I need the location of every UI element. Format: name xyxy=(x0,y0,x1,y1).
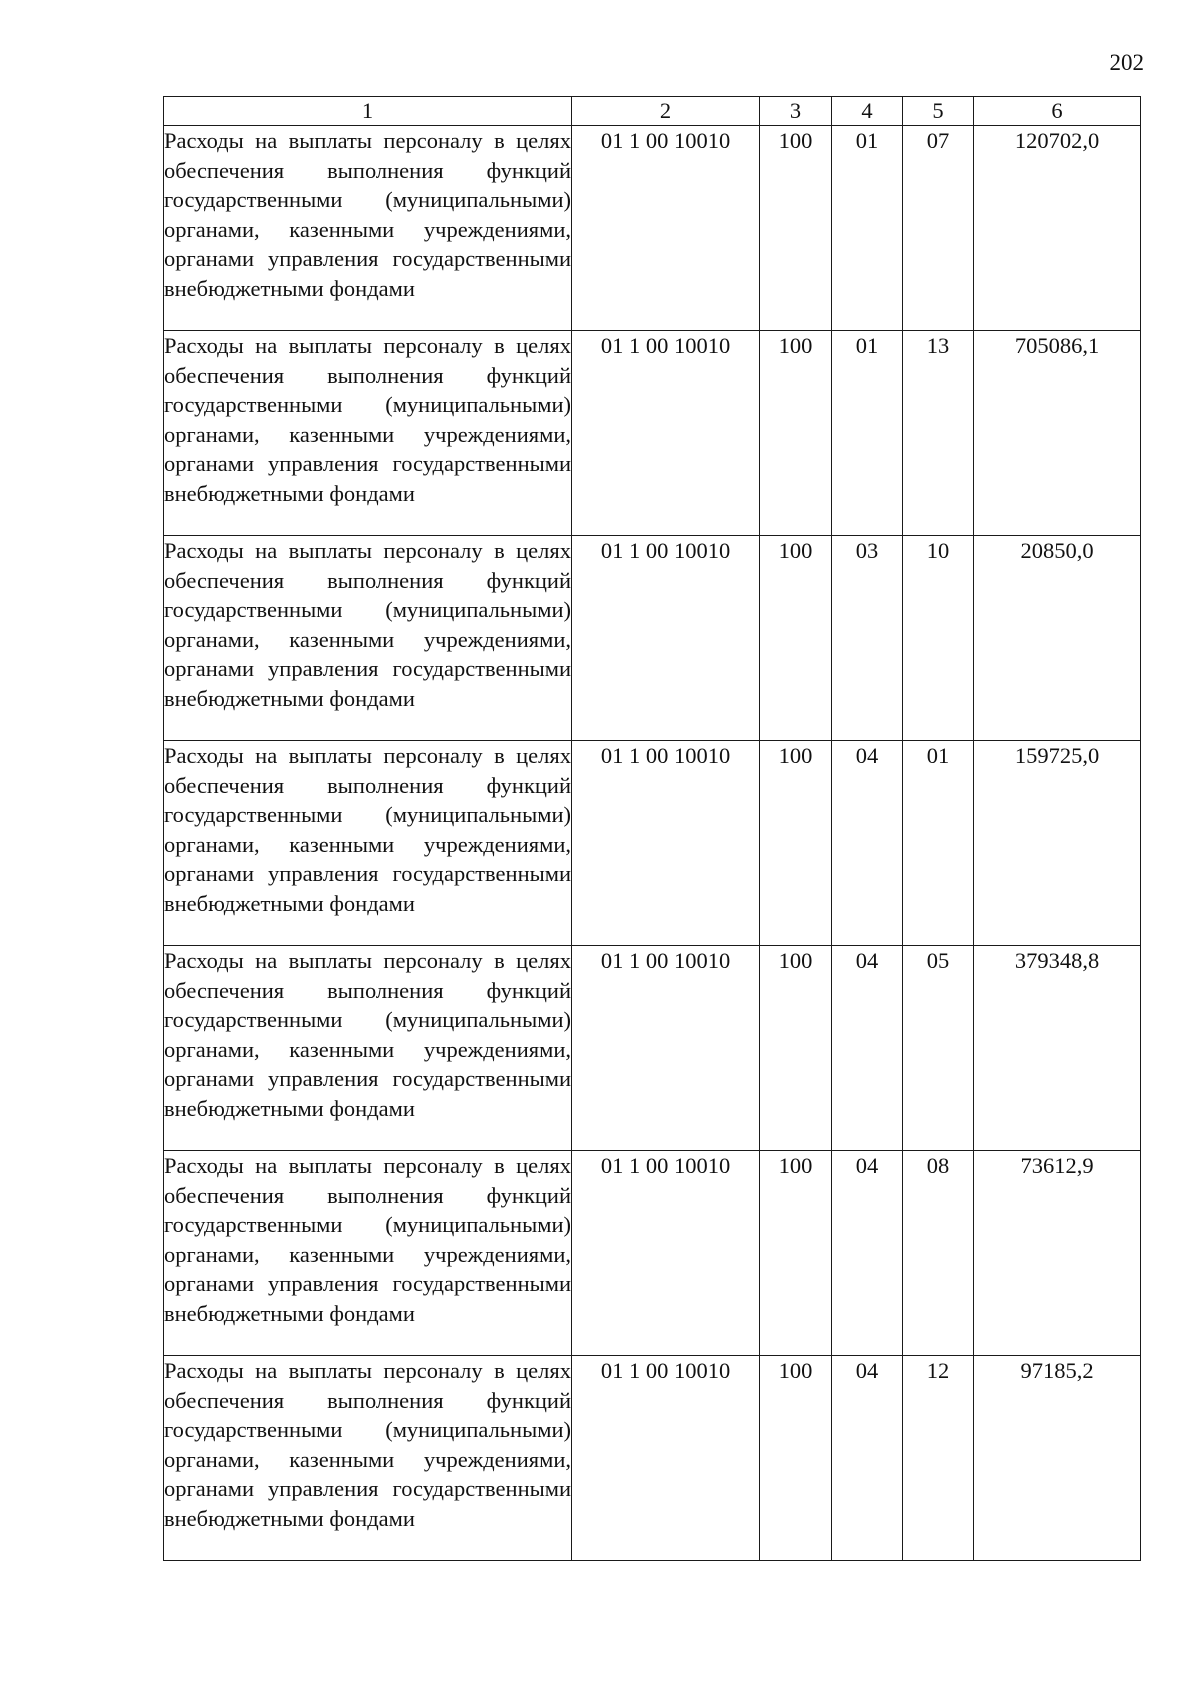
expense-description: Расходы на выплаты персоналу в целях обеспечения выполнения функций государственными (муниципальными) органами, казенными учреждениями, органами управления государственными внебюджетными фондами xyxy=(164,1356,572,1561)
target-article-code: 01 1 00 10010 xyxy=(572,536,760,741)
page-number: 202 xyxy=(1109,50,1144,75)
amount: 20850,0 xyxy=(974,536,1141,741)
expense-type-code: 100 xyxy=(760,536,832,741)
table-row xyxy=(164,1356,1141,1561)
amount: 705086,1 xyxy=(974,331,1141,536)
amount: 97185,2 xyxy=(974,1356,1141,1561)
subsection-code: 01 xyxy=(903,741,974,946)
table-header xyxy=(164,97,1141,126)
budget-table xyxy=(163,96,1141,1561)
section-code: 04 xyxy=(832,1356,903,1561)
table-row xyxy=(164,126,1141,331)
subsection-code: 13 xyxy=(903,331,974,536)
subsection-code: 07 xyxy=(903,126,974,331)
subsection-code: 12 xyxy=(903,1356,974,1561)
target-article-code: 01 1 00 10010 xyxy=(572,1151,760,1356)
target-article-code: 01 1 00 10010 xyxy=(572,741,760,946)
amount: 379348,8 xyxy=(974,946,1141,1151)
table-row xyxy=(164,536,1141,741)
amount: 73612,9 xyxy=(974,1151,1141,1356)
target-article-code: 01 1 00 10010 xyxy=(572,1356,760,1561)
amount: 159725,0 xyxy=(974,741,1141,946)
header-cell-6: 6 xyxy=(974,97,1141,126)
subsection-code: 08 xyxy=(903,1151,974,1356)
subsection-code: 05 xyxy=(903,946,974,1151)
header-cell-5: 5 xyxy=(903,97,974,126)
table-row xyxy=(164,741,1141,946)
header-cell-2: 2 xyxy=(572,97,760,126)
header-cell-1: 1 xyxy=(164,97,572,126)
table-row xyxy=(164,946,1141,1151)
expense-description: Расходы на выплаты персоналу в целях обеспечения выполнения функций государственными (муниципальными) органами, казенными учреждениями, органами управления государственными внебюджетными фондами xyxy=(164,741,572,946)
expense-type-code: 100 xyxy=(760,946,832,1151)
expense-type-code: 100 xyxy=(760,331,832,536)
table-body xyxy=(164,126,1141,1561)
header-cell-3: 3 xyxy=(760,97,832,126)
expense-description: Расходы на выплаты персоналу в целях обеспечения выполнения функций государственными (муниципальными) органами, казенными учреждениями, органами управления государственными внебюджетными фондами xyxy=(164,946,572,1151)
expense-type-code: 100 xyxy=(760,1356,832,1561)
expense-type-code: 100 xyxy=(760,126,832,331)
target-article-code: 01 1 00 10010 xyxy=(572,331,760,536)
target-article-code: 01 1 00 10010 xyxy=(572,946,760,1151)
expense-type-code: 100 xyxy=(760,1151,832,1356)
expense-type-code: 100 xyxy=(760,741,832,946)
table-row xyxy=(164,331,1141,536)
expense-description: Расходы на выплаты персоналу в целях обеспечения выполнения функций государственными (муниципальными) органами, казенными учреждениями, органами управления государственными внебюджетными фондами xyxy=(164,331,572,536)
section-code: 01 xyxy=(832,126,903,331)
section-code: 03 xyxy=(832,536,903,741)
table-row xyxy=(164,1151,1141,1356)
header-cell-4: 4 xyxy=(832,97,903,126)
target-article-code: 01 1 00 10010 xyxy=(572,126,760,331)
section-code: 04 xyxy=(832,741,903,946)
section-code: 04 xyxy=(832,1151,903,1356)
expense-description: Расходы на выплаты персоналу в целях обеспечения выполнения функций государственными (муниципальными) органами, казенными учреждениями, органами управления государственными внебюджетными фондами xyxy=(164,536,572,741)
expense-description: Расходы на выплаты персоналу в целях обеспечения выполнения функций государственными (муниципальными) органами, казенными учреждениями, органами управления государственными внебюджетными фондами xyxy=(164,126,572,331)
subsection-code: 10 xyxy=(903,536,974,741)
section-code: 01 xyxy=(832,331,903,536)
header-row xyxy=(164,97,1141,126)
amount: 120702,0 xyxy=(974,126,1141,331)
section-code: 04 xyxy=(832,946,903,1151)
expense-description: Расходы на выплаты персоналу в целях обеспечения выполнения функций государственными (муниципальными) органами, казенными учреждениями, органами управления государственными внебюджетными фондами xyxy=(164,1151,572,1356)
